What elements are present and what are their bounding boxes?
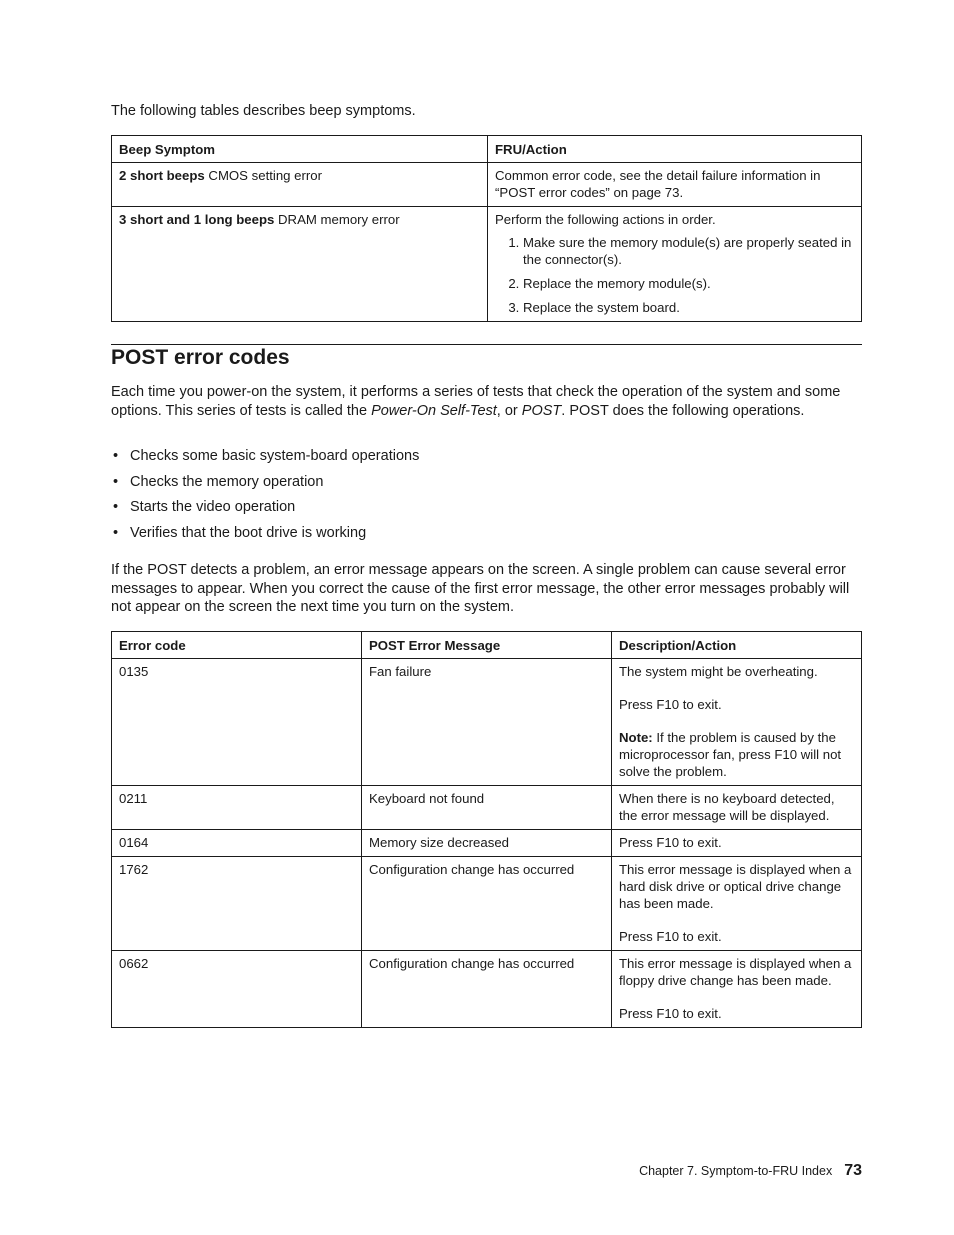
table-row — [112, 786, 862, 830]
post-operations-list — [111, 447, 419, 549]
error-message-cell: Configuration change has occurred — [362, 951, 612, 1028]
list-item-text: Verifies that the boot drive is working — [130, 524, 367, 541]
text-run: , or — [496, 402, 522, 419]
page-number: 73 — [844, 1162, 862, 1179]
action-intro: Perform the following actions in order. — [495, 212, 716, 227]
list-item: 2. Replace the memory module(s). — [523, 275, 854, 292]
table-row — [112, 857, 862, 951]
error-code-cell: 0662 — [112, 951, 362, 1028]
table-row — [112, 163, 862, 207]
page-footer — [639, 1162, 862, 1180]
note-body: If the problem is caused by the microprocessor fan, press F10 will not solve the problem. — [619, 730, 842, 779]
column-header: Description/Action — [612, 632, 862, 659]
description-cell — [612, 830, 862, 857]
post-error-code-table — [111, 631, 862, 1028]
column-header: Beep Symptom — [112, 136, 488, 163]
emphasis-term: Power-On Self-Test — [371, 402, 497, 419]
action-steps-list — [495, 234, 854, 316]
section-title: POST error codes — [111, 346, 290, 369]
bullet-icon: • — [113, 499, 119, 515]
error-message-cell: Configuration change has occurred — [362, 857, 612, 951]
section-divider — [111, 344, 862, 345]
description-text: This error message is displayed when a hard disk drive or optical drive change has been made. — [619, 862, 852, 911]
list-item-text: Starts the video operation — [130, 499, 296, 515]
list-item — [111, 498, 419, 524]
error-message-cell: Fan failure — [362, 659, 612, 786]
column-header: Error code — [112, 632, 362, 659]
fru-action-cell — [488, 207, 862, 322]
table-row — [112, 207, 862, 322]
description-text: This error message is displayed when a floppy drive change has been made. — [619, 956, 852, 988]
bullet-icon: • — [113, 473, 119, 490]
text-run: . POST does the following operations. — [561, 402, 805, 419]
description-text: Press F10 to exit. — [619, 1006, 722, 1021]
list-item: 1. Make sure the memory module(s) are properly seated in the connector(s). — [523, 234, 854, 268]
error-message-cell: Memory size decreased — [362, 830, 612, 857]
beep-meaning: DRAM memory error — [274, 212, 400, 227]
description-cell — [612, 786, 862, 830]
error-message-cell: Keyboard not found — [362, 786, 612, 830]
beep-meaning: CMOS setting error — [204, 168, 323, 183]
error-code-cell: 1762 — [112, 857, 362, 951]
description-text: Press F10 to exit. — [619, 929, 722, 944]
chapter-label: Chapter 7. Symptom-to-FRU Index — [639, 1164, 833, 1178]
beep-pattern: 2 short beeps — [119, 168, 205, 183]
note-text — [619, 729, 854, 780]
text-run: Each time you power-on the system, it performs a series of tests that check the operation of the system and some options. This series of tests is called the — [111, 384, 841, 419]
error-code-cell: 0211 — [112, 786, 362, 830]
description-text: The system might be overheating. — [619, 664, 818, 679]
emphasis-term: POST — [521, 402, 562, 419]
list-item — [111, 524, 419, 550]
beep-pattern: 3 short and 1 long beeps — [119, 212, 275, 227]
list-item: 3. Replace the system board. — [523, 299, 854, 316]
note-label: Note: — [619, 730, 653, 745]
beep-symptom-cell — [112, 207, 488, 322]
error-code-cell: 0164 — [112, 830, 362, 857]
list-item — [111, 473, 419, 499]
beep-symptom-cell — [112, 163, 488, 207]
description-text: When there is no keyboard detected, the error message will be displayed. — [619, 791, 835, 823]
column-header: POST Error Message — [362, 632, 612, 659]
error-code-cell: 0135 — [112, 659, 362, 786]
list-item-text: Checks the memory operation — [130, 473, 324, 490]
description-text: Press F10 to exit. — [619, 835, 722, 850]
description-cell — [612, 857, 862, 951]
bullet-icon: • — [113, 448, 119, 464]
description-cell — [612, 659, 862, 786]
post-description — [111, 383, 862, 420]
bullet-icon: • — [113, 524, 119, 541]
list-item — [111, 447, 419, 473]
table-row — [112, 830, 862, 857]
table-row — [112, 951, 862, 1028]
table-row — [112, 659, 862, 786]
list-item-text: Checks some basic system-board operations — [130, 448, 420, 464]
fru-action-cell: Common error code, see the detail failure information in “POST error codes” on page 73. — [488, 163, 862, 207]
error-explanation: If the POST detects a problem, an error message appears on the screen. A single problem can cause several error messages to appear. When you correct the cause of the first error message, the other error messages probably will not appear on the screen the next time you turn on the system. — [111, 562, 850, 616]
table-header-row — [112, 136, 862, 163]
description-text: Press F10 to exit. — [619, 697, 722, 712]
table-header-row — [112, 632, 862, 659]
column-header: FRU/Action — [488, 136, 862, 163]
beep-symptom-table — [111, 135, 862, 322]
description-cell — [612, 951, 862, 1028]
intro-text: The following tables describes beep symptoms. — [111, 103, 416, 119]
